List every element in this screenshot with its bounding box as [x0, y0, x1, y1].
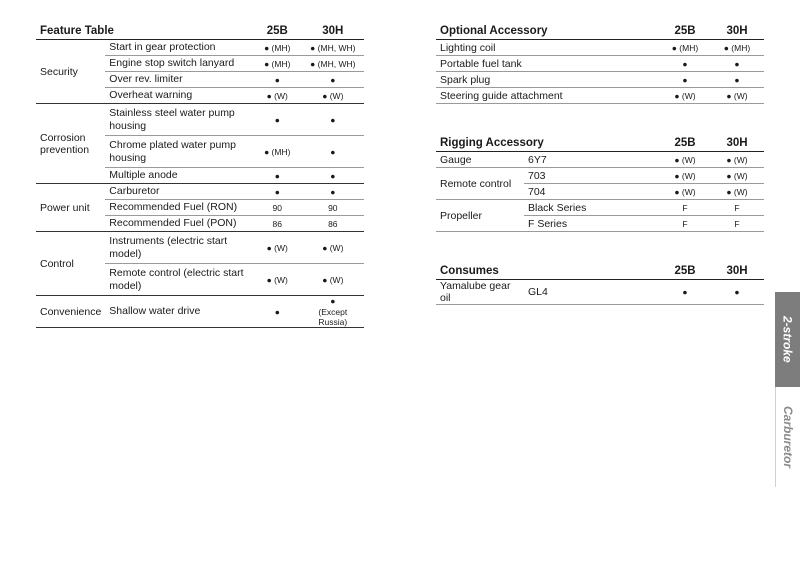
- value-25b: ●: [274, 186, 280, 197]
- accessory-spec: 6Y7: [528, 153, 547, 166]
- rigging-accessory-header: [436, 132, 764, 152]
- value-30h: ●: [734, 287, 740, 297]
- value-25b: 90: [272, 202, 282, 213]
- feature-table-body: [36, 40, 364, 328]
- value-25b: ●: [682, 74, 688, 85]
- feature-name: Over rev. limiter: [109, 73, 183, 85]
- accessory-spec: F Series: [528, 217, 568, 230]
- consumable-name: Yamalube gear oil: [440, 280, 511, 304]
- value-25b: ●: [274, 74, 280, 85]
- accessory-name: Remote control: [440, 177, 512, 190]
- optional-accessory-table: [436, 20, 764, 104]
- table-row: [36, 184, 364, 200]
- value-30h: ● (W): [322, 274, 344, 285]
- value-25b: ● (MH): [264, 58, 291, 69]
- value-30h: 90: [328, 202, 338, 213]
- feature-name: Instruments (electric start model): [109, 234, 228, 260]
- value-25b: ●: [682, 287, 688, 297]
- value-30h: ●: [330, 170, 336, 181]
- column-header-25b: 25B: [674, 136, 696, 149]
- value-30h-mark: ●: [330, 296, 336, 306]
- accessory-spec: 704: [528, 185, 546, 198]
- table-row: [436, 56, 764, 72]
- accessory-name: Lighting coil: [440, 41, 496, 54]
- table-row: [36, 104, 364, 136]
- value-30h: ● (W): [726, 186, 748, 197]
- column-header-30h: 30H: [726, 24, 748, 37]
- value-25b: ● (W): [266, 90, 288, 101]
- feature-table: [36, 20, 364, 328]
- value-25b: ● (W): [674, 90, 696, 101]
- value-30h: ●: [330, 186, 336, 197]
- value-25b: ● (W): [674, 170, 696, 181]
- table-row: [436, 72, 764, 88]
- column-header-25b: 25B: [266, 24, 288, 37]
- value-30h: ● (MH, WH): [310, 58, 356, 69]
- value-25b: ● (W): [674, 154, 696, 165]
- value-30h: ● (MH, WH): [310, 42, 356, 53]
- value-25b: ●: [682, 58, 688, 69]
- value-30h: ●: [330, 146, 336, 157]
- accessory-name: Spark plug: [440, 73, 491, 86]
- value-30h: ● (W): [322, 242, 344, 253]
- rigging-accessory-title: Rigging Accessory: [440, 136, 544, 149]
- consumes-table: [436, 260, 764, 305]
- table-row: [436, 40, 764, 56]
- feature-name: Engine stop switch lanyard: [109, 57, 235, 69]
- table-row: [36, 40, 364, 56]
- value-30h: F: [734, 202, 740, 213]
- value-30h: ●: [330, 74, 336, 85]
- value-30h: 86: [328, 218, 338, 229]
- feature-name: Recommended Fuel (PON): [109, 217, 237, 229]
- feature-name: Carburetor: [109, 185, 160, 197]
- value-25b: ●: [274, 114, 280, 125]
- column-header-30h: 30H: [322, 24, 344, 37]
- value-25b: F: [682, 202, 688, 213]
- tab-carburetor-label: Carburetor: [781, 405, 795, 468]
- tab-carburetor[interactable]: [775, 387, 800, 487]
- accessory-spec: Black Series: [528, 201, 587, 214]
- table-row: [36, 232, 364, 264]
- feature-group-label: Security: [36, 40, 105, 104]
- feature-table-title: Feature Table: [40, 24, 114, 37]
- value-30h: [302, 296, 364, 328]
- value-25b: ●: [274, 170, 280, 181]
- value-30h: ● (W): [322, 90, 344, 101]
- value-30h: F: [734, 218, 740, 229]
- value-30h-note: (Except Russia): [318, 307, 348, 327]
- table-row: [436, 280, 764, 305]
- feature-name: Start in gear protection: [109, 41, 216, 53]
- consumable-spec: GL4: [528, 286, 548, 298]
- value-25b: F: [682, 218, 688, 229]
- value-30h: ●: [330, 114, 336, 125]
- feature-name: Multiple anode: [109, 169, 178, 181]
- value-30h: ● (W): [726, 154, 748, 165]
- value-30h: ● (MH): [723, 42, 751, 53]
- column-header-30h: 30H: [726, 264, 748, 277]
- table-row: [436, 168, 764, 184]
- feature-group-label: Power unit: [36, 184, 105, 232]
- feature-table-header: [36, 20, 364, 40]
- consumes-title: Consumes: [440, 264, 499, 277]
- rigging-accessory-table: [436, 132, 764, 232]
- accessory-spec: 703: [528, 169, 546, 182]
- feature-name: Recommended Fuel (RON): [109, 201, 238, 213]
- feature-group-label: Control: [36, 232, 105, 296]
- column-header-30h: 30H: [726, 136, 748, 149]
- value-25b: ● (W): [266, 274, 288, 285]
- feature-name: Stainless steel water pump housing: [109, 106, 235, 132]
- value-30h: ●: [734, 58, 740, 69]
- table-row: [436, 200, 764, 216]
- column-header-25b: 25B: [674, 264, 696, 277]
- table-row: [36, 296, 364, 328]
- accessory-name: Propeller: [440, 209, 483, 222]
- value-25b: ● (MH): [671, 42, 699, 53]
- accessory-name: Steering guide attachment: [440, 89, 563, 102]
- optional-accessory-title: Optional Accessory: [440, 24, 548, 37]
- feature-group-label: Corrosion prevention: [36, 104, 105, 184]
- value-25b: ● (W): [674, 186, 696, 197]
- accessory-name: Portable fuel tank: [440, 57, 522, 70]
- value-25b: ● (MH): [264, 42, 291, 53]
- value-25b: ● (MH): [264, 146, 291, 157]
- tab-2-stroke[interactable]: [775, 292, 800, 387]
- value-30h: ● (W): [726, 90, 748, 101]
- value-30h: ● (W): [726, 170, 748, 181]
- value-30h: ●: [734, 74, 740, 85]
- feature-name: Remote control (electric start model): [109, 266, 244, 292]
- tab-2-stroke-label: 2-stroke: [780, 316, 795, 363]
- feature-name: Shallow water drive: [109, 305, 201, 317]
- optional-accessory-header: [436, 20, 764, 40]
- consumes-header: [436, 260, 764, 280]
- value-25b: ● (W): [266, 242, 288, 253]
- feature-group-label: Convenience: [36, 296, 105, 328]
- feature-name: Overheat warning: [109, 89, 193, 101]
- column-header-25b: 25B: [674, 24, 696, 37]
- value-25b: ●: [274, 306, 280, 317]
- feature-name: Chrome plated water pump housing: [109, 138, 236, 164]
- value-25b: 86: [272, 218, 282, 229]
- table-row: [436, 152, 764, 168]
- table-row: [436, 88, 764, 104]
- accessory-name: Gauge: [440, 153, 472, 166]
